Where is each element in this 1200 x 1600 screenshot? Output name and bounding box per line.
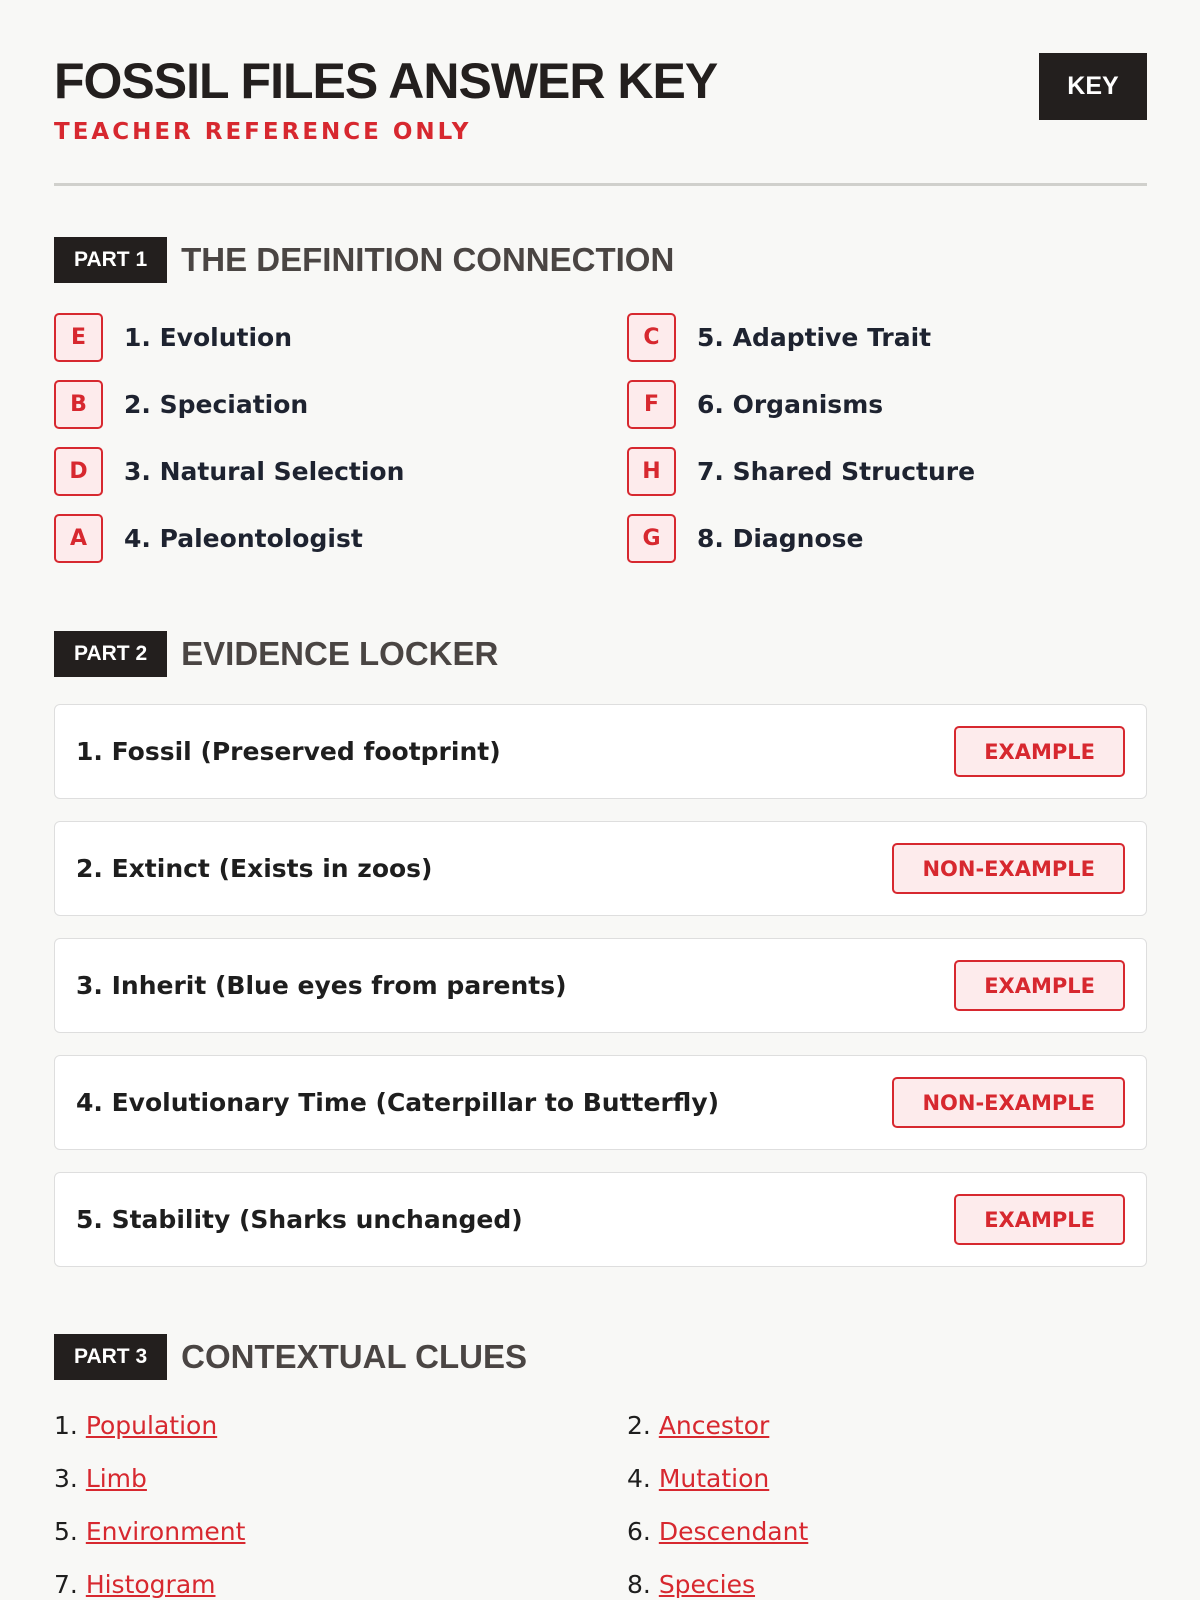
match-term: 6. Organisms [697,389,884,419]
clue-item [54,1464,147,1493]
match-term: 2. Speciation [124,389,309,419]
part2-tag: PART 2 [54,631,167,677]
clue-number: 4. [627,1464,651,1493]
match-term: 3. Natural Selection [124,456,405,486]
evidence-card [54,938,1147,1033]
match-item [54,444,404,498]
part3-title: CONTEXTUAL CLUES [181,1338,528,1375]
clue-answer: Descendant [658,1517,809,1546]
verdict-badge: EXAMPLE [954,1194,1125,1245]
page-subtitle: TEACHER REFERENCE ONLY [54,119,472,145]
clue-answer: Ancestor [658,1411,770,1440]
clue-number: 3. [54,1464,78,1493]
part1-title: THE DEFINITION CONNECTION [181,241,675,278]
clue-answer: Limb [85,1464,147,1493]
clue-item [627,1570,755,1599]
match-item [627,511,864,565]
clue-answer: Histogram [85,1570,216,1599]
key-badge: KEY [1039,53,1147,120]
clue-number: 8. [627,1570,651,1599]
answer-letter-box: E [54,313,103,362]
answer-letter-box: H [627,447,676,496]
clue-number: 6. [627,1517,651,1546]
match-item [627,377,883,431]
clue-number: 5. [54,1517,78,1546]
clue-answer: Population [85,1411,218,1440]
header [54,0,1147,186]
verdict-badge: NON-EXAMPLE [892,843,1125,894]
answer-letter-box: D [54,447,103,496]
clue-answer: Mutation [658,1464,770,1493]
clue-item [627,1464,769,1493]
match-term: 5. Adaptive Trait [697,322,932,352]
answer-letter-box: A [54,514,103,563]
evidence-text: 3. Inherit (Blue eyes from parents) [76,971,567,1000]
answer-letter-box: B [54,380,103,429]
verdict-badge: NON-EXAMPLE [892,1077,1125,1128]
match-item [54,511,363,565]
clue-item [54,1517,245,1546]
clue-answer: Species [658,1570,756,1599]
verdict-badge: EXAMPLE [954,726,1125,777]
clue-number: 7. [54,1570,78,1599]
match-item [54,310,292,364]
evidence-card [54,821,1147,916]
match-item [627,444,975,498]
clue-item [627,1411,769,1440]
answer-key-page [54,0,1147,1599]
clue-answer: Environment [85,1517,246,1546]
part3-heading [54,1334,527,1380]
evidence-card [54,704,1147,799]
verdict-badge: EXAMPLE [954,960,1125,1011]
evidence-text: 2. Extinct (Exists in zoos) [76,854,433,883]
match-item [54,377,308,431]
match-term: 4. Paleontologist [124,523,363,553]
evidence-card [54,1055,1147,1150]
evidence-text: 1. Fossil (Preserved footprint) [76,737,501,766]
evidence-text: 4. Evolutionary Time (Caterpillar to Butterfly) [76,1088,720,1117]
part1-tag: PART 1 [54,237,167,283]
evidence-card [54,1172,1147,1267]
evidence-text: 5. Stability (Sharks unchanged) [76,1205,523,1234]
answer-letter-box: C [627,313,676,362]
part1-heading [54,237,674,283]
match-term: 1. Evolution [124,322,293,352]
answer-letter-box: G [627,514,676,563]
match-term: 8. Diagnose [697,523,864,553]
clue-number: 1. [54,1411,78,1440]
part3-tag: PART 3 [54,1334,167,1380]
page-title: FOSSIL FILES ANSWER KEY [54,53,718,109]
answer-letter-box: F [627,380,676,429]
part2-title: EVIDENCE LOCKER [181,635,499,672]
clue-item [54,1570,216,1599]
clue-item [54,1411,217,1440]
part2-heading [54,631,498,677]
clue-number: 2. [627,1411,651,1440]
clue-item [627,1517,808,1546]
match-term: 7. Shared Structure [697,456,976,486]
match-item [627,310,931,364]
